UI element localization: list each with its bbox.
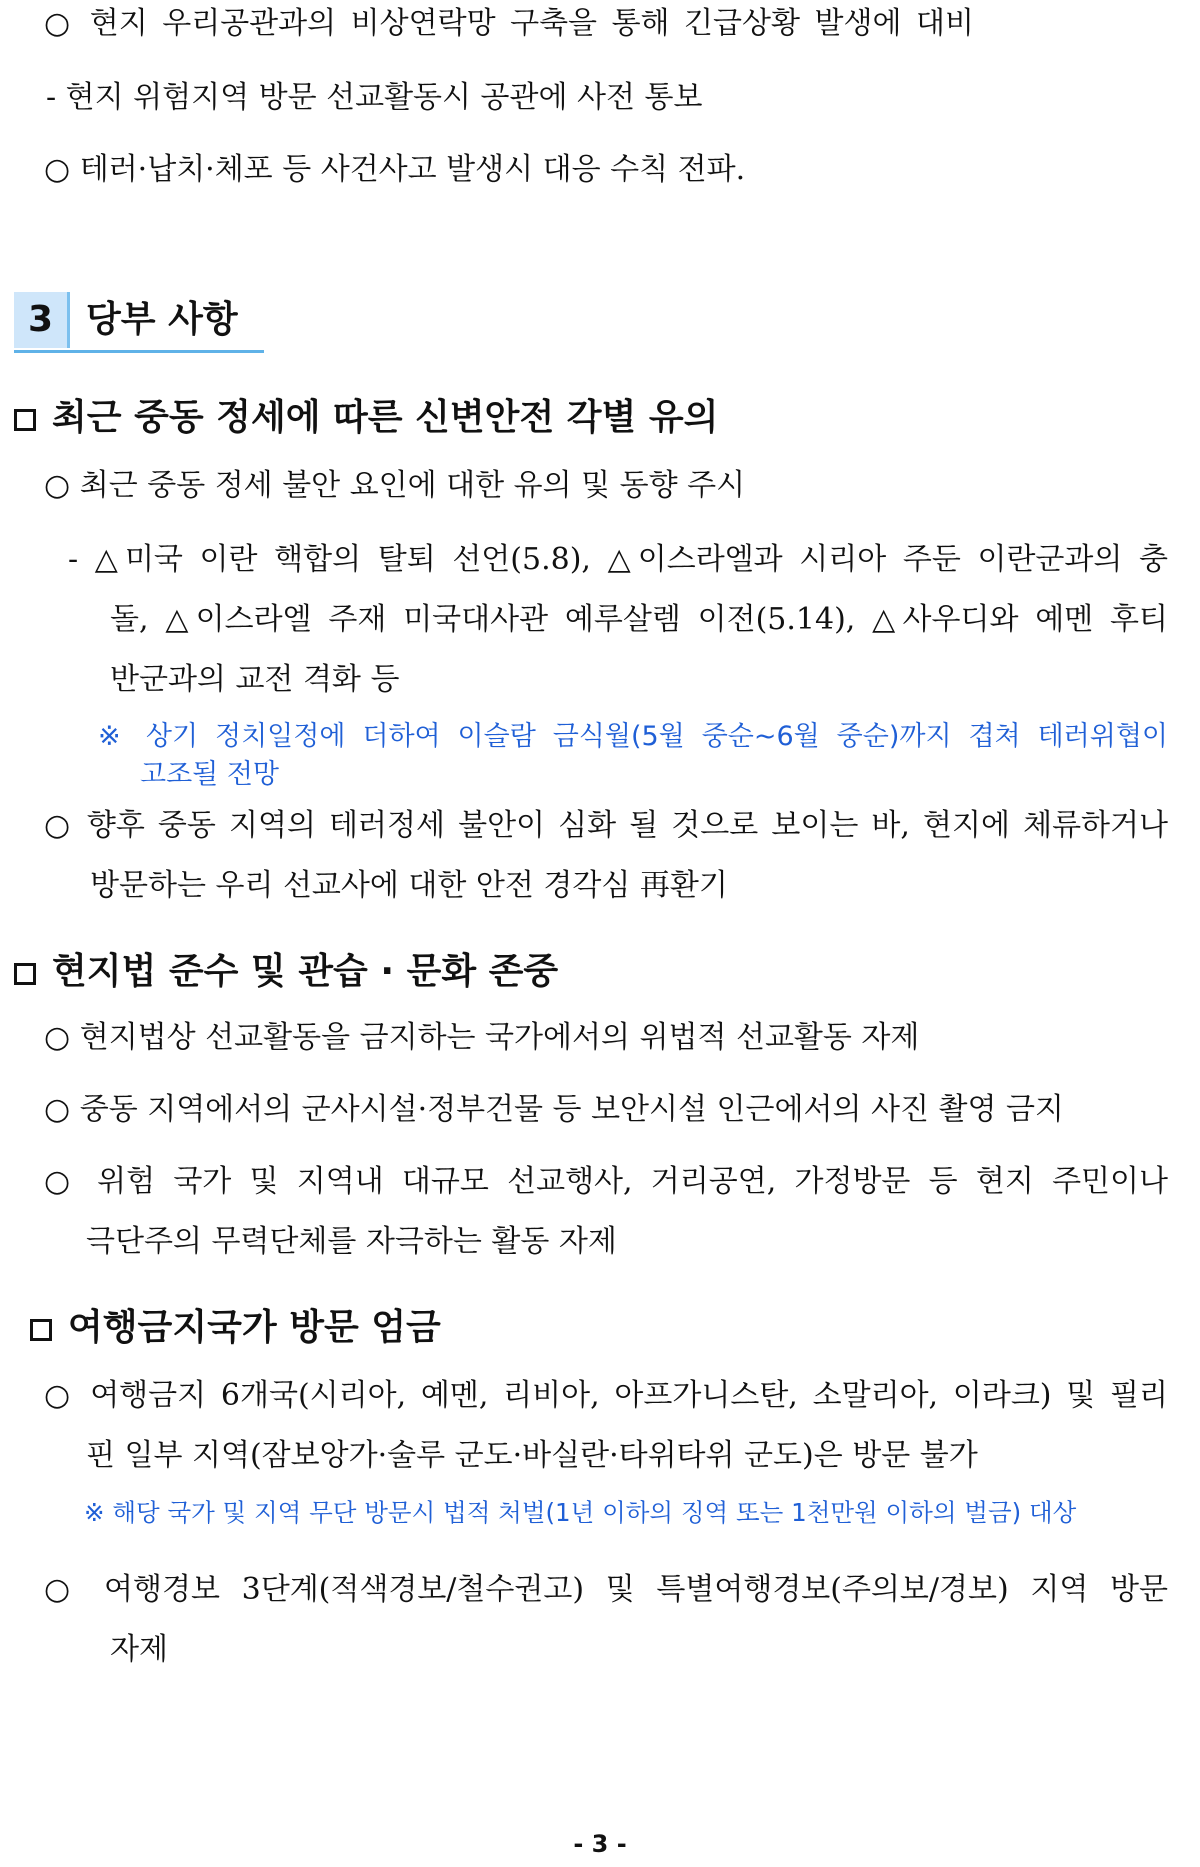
block2-item-1: ○ 현지법상 선교활동을 금지하는 국가에서의 위법적 선교활동 자제 bbox=[44, 1020, 920, 1055]
block2-heading bbox=[14, 948, 558, 996]
checkbox-bullet-icon bbox=[14, 409, 36, 431]
block1-item-1: ○ 최근 중동 정세 불안 요인에 대한 유의 및 동향 주시 bbox=[44, 468, 746, 503]
block3-item-2b: 자제 bbox=[110, 1632, 168, 1667]
checkbox-bullet-icon bbox=[14, 963, 36, 985]
block3-note: ※ 해당 국가 및 지역 무단 방문시 법적 처벌(1년 이하의 징역 또는 1천만원 이하의 벌금) 대상 bbox=[84, 1498, 1077, 1527]
block1-detail-1c: 반군과의 교전 격화 등 bbox=[110, 662, 400, 697]
section-header bbox=[14, 292, 264, 353]
block3-title: 여행금지국가 방문 엄금 bbox=[68, 1307, 441, 1348]
section-title: 당부 사항 bbox=[86, 299, 238, 340]
block1-note-a: ※ 상기 정치일정에 더하여 이슬람 금식월(5월 중순~6월 중순)까지 겹쳐 테러위협이 bbox=[98, 721, 1168, 752]
block2-title: 현지법 준수 및 관습 · 문화 존중 bbox=[52, 951, 559, 992]
block1-detail-1b: 돌, △이스라엘 주재 미국대사관 예루살렘 이전(5.14), △사우디와 예멘 후티 bbox=[110, 602, 1168, 637]
block2-item-3a: ○ 위험 국가 및 지역내 대규모 선교행사, 거리공연, 가정방문 등 현지 주민이나 bbox=[44, 1164, 1168, 1199]
block3-heading bbox=[30, 1304, 441, 1352]
page-number: - 3 - bbox=[573, 1830, 627, 1858]
section-number: 3 bbox=[14, 292, 70, 348]
block1-note-b: 고조될 전망 bbox=[140, 759, 279, 790]
block1-title: 최근 중동 정세에 따른 신변안전 각별 유의 bbox=[52, 397, 719, 438]
block2-item-3b: 극단주의 무력단체를 자극하는 활동 자제 bbox=[86, 1224, 617, 1259]
checkbox-bullet-icon bbox=[30, 1319, 52, 1341]
block1-item-2a: ○ 향후 중동 지역의 테러정세 불안이 심화 될 것으로 보이는 바, 현지에 체류하거나 bbox=[44, 808, 1168, 843]
intro-line-2: - 현지 위험지역 방문 선교활동시 공관에 사전 통보 bbox=[46, 80, 703, 115]
block3-item-1b: 핀 일부 지역(잠보앙가·술루 군도·바실란·타위타위 군도)은 방문 불가 bbox=[86, 1438, 978, 1473]
intro-line-1: ○ 현지 우리공관과의 비상연락망 구축을 통해 긴급상황 발생에 대비 bbox=[44, 6, 974, 41]
intro-line-3: ○ 테러·납치·체포 등 사건사고 발생시 대응 수칙 전파. bbox=[44, 152, 746, 187]
block3-item-1a: ○ 여행금지 6개국(시리아, 예멘, 리비아, 아프가니스탄, 소말리아, 이라크) 및 필리 bbox=[44, 1378, 1168, 1413]
block3-item-2a: ○ 여행경보 3단계(적색경보/철수권고) 및 특별여행경보(주의보/경보) 지역 방문 bbox=[44, 1572, 1168, 1607]
block1-heading bbox=[14, 394, 718, 442]
block2-item-2: ○ 중동 지역에서의 군사시설·정부건물 등 보안시설 인근에서의 사진 촬영 금지 bbox=[44, 1092, 1064, 1127]
block1-detail-1a: - △미국 이란 핵합의 탈퇴 선언(5.8), △이스라엘과 시리아 주둔 이란군과의 충 bbox=[68, 542, 1168, 577]
block1-item-2b: 방문하는 우리 선교사에 대한 안전 경각심 再환기 bbox=[90, 868, 728, 903]
